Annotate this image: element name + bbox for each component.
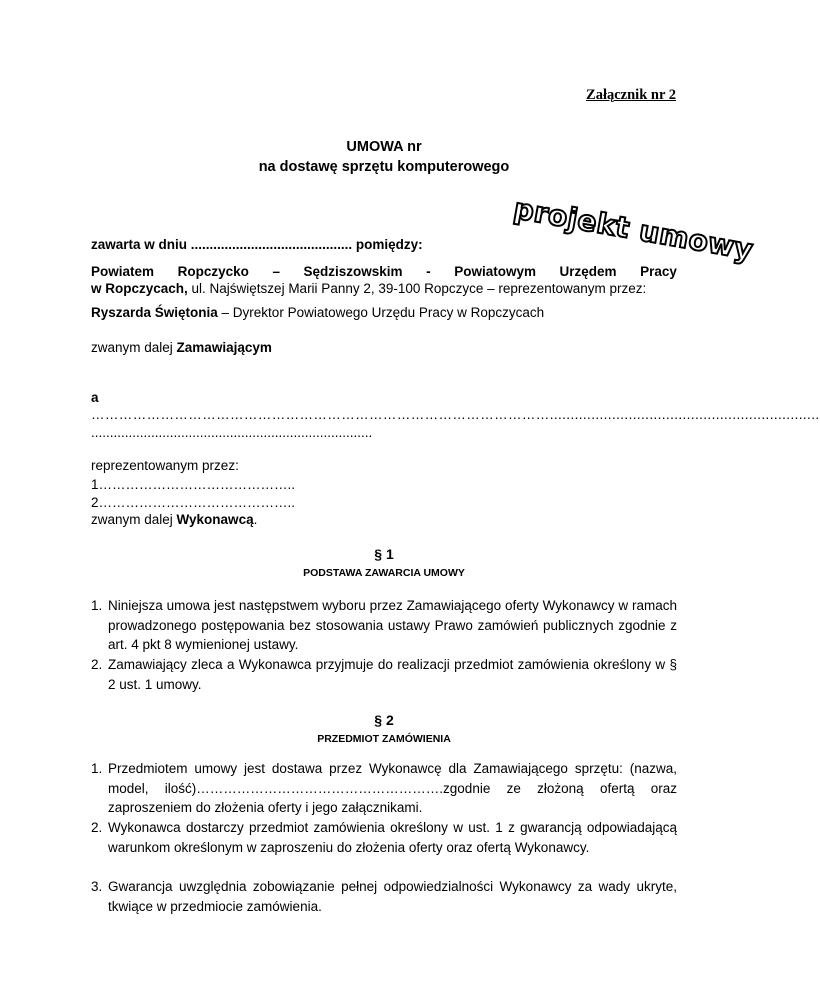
- party1-address-line: [91, 281, 646, 296]
- concluded-prefix: zawarta w dniu: [91, 237, 188, 252]
- item-text: Wykonawca dostarczy przedmiot zamówienia określony w ust. 1 z gwarancją odpowiadającą warunkom określonym w zaproszeniu do złożenia oferty oraz ofertą Wykonawcy.: [108, 820, 677, 855]
- party1-role: Zamawiającym: [176, 340, 272, 355]
- item-text: Przedmiotem umowy jest dostawa przez Wykonawcę dla Zamawiającego sprzętu: (nazwa, model, ilość)……………………………………………….zgodnie ze złożoną ofertą oraz zaproszeniem do złożenia oferty i jego załącznikami.: [108, 761, 677, 815]
- party2-called-line: [91, 512, 257, 527]
- item-text: Zamawiający zleca a Wykonawca przyjmuje do realizacji przedmiot zamówienia określony w § 2 ust. 1 umowy.: [108, 657, 677, 692]
- item-number: 3.: [91, 879, 103, 894]
- party1-word: Pracy: [640, 264, 677, 279]
- representative-role: – Dyrektor Powiatowego Urzędu Pracy w Ropczycach: [217, 305, 545, 320]
- and-label: a: [91, 390, 99, 405]
- party1-word: Powiatem: [91, 264, 155, 279]
- contract-subtitle: na dostawę sprzętu komputerowego: [258, 159, 510, 175]
- contract-title: UMOWA nr: [346, 139, 422, 155]
- section1-item-1: [91, 596, 677, 655]
- item-text: Niniejsza umowa jest następstwem wyboru przez Zamawiającego oferty Wykonawcy w ramach prowadzonego postępowania bez stosowania ustawy Prawo zamówień publicznych zgodnie z art. 4 pkt 8 wymienionej ustawy.: [108, 598, 677, 652]
- party1-word: Powiatowym: [454, 264, 536, 279]
- party1-address: ul. Najświętszej Marii Panny 2, 39-100 Ropczyce – reprezentowanym przez:: [187, 281, 647, 296]
- section2-item-2: [91, 818, 677, 857]
- party2-role: Wykonawcą: [176, 512, 254, 527]
- called-prefix: zwanym dalej: [91, 340, 177, 355]
- item-number: 2.: [91, 820, 103, 835]
- representative-line: [91, 305, 544, 320]
- party1-name-line: [91, 264, 677, 279]
- party1-word: -: [426, 264, 431, 279]
- section2-item-3: [91, 877, 677, 916]
- item-text: Gwarancja uwzględnia zobowiązanie pełnej odpowiedzialności Wykonawcy za wady ukryte, tkwiące w przedmiocie zamówienia.: [108, 879, 677, 914]
- concluded-suffix: pomiędzy:: [355, 237, 423, 252]
- called-prefix: zwanym dalej: [91, 512, 177, 527]
- party1-called-line: [91, 340, 272, 355]
- date-placeholder: ...........................................: [190, 237, 353, 252]
- party1-city: w Ropczycach,: [91, 281, 188, 296]
- party1-word: –: [272, 264, 280, 279]
- concluded-line: [91, 237, 423, 252]
- party2-rep-1: 1……………………………………..: [91, 477, 296, 492]
- party1-word: Ropczycko: [177, 264, 249, 279]
- section1-heading: PODSTAWA ZAWARCIA UMOWY: [303, 567, 465, 579]
- draft-stamp: projekt umowy: [511, 192, 756, 267]
- party1-word: Sędziszowskim: [303, 264, 403, 279]
- item-number: 1.: [91, 761, 103, 776]
- section1-number: § 1: [374, 546, 394, 562]
- party2-rep-label: reprezentowanym przez:: [91, 458, 239, 473]
- contractor-placeholder-line2: ...........................................................................: [91, 425, 373, 440]
- contractor-placeholder-line1: ……………………………………………………………………………………….................................................................: [91, 407, 820, 422]
- period: .: [253, 512, 258, 527]
- annex-label: Załącznik nr 2: [586, 87, 676, 103]
- party2-rep-2: 2……………………………………..: [91, 495, 296, 510]
- party1-word: Urzędem: [559, 264, 617, 279]
- section2-number: § 2: [374, 712, 394, 728]
- item-number: 1.: [91, 598, 103, 613]
- section2-heading: PRZEDMIOT ZAMÓWIENIA: [317, 733, 451, 745]
- representative-name: Ryszarda Świętonia: [91, 305, 218, 320]
- section2-item-1: [91, 759, 677, 818]
- section1-item-2: [91, 655, 677, 694]
- item-number: 2.: [91, 657, 103, 672]
